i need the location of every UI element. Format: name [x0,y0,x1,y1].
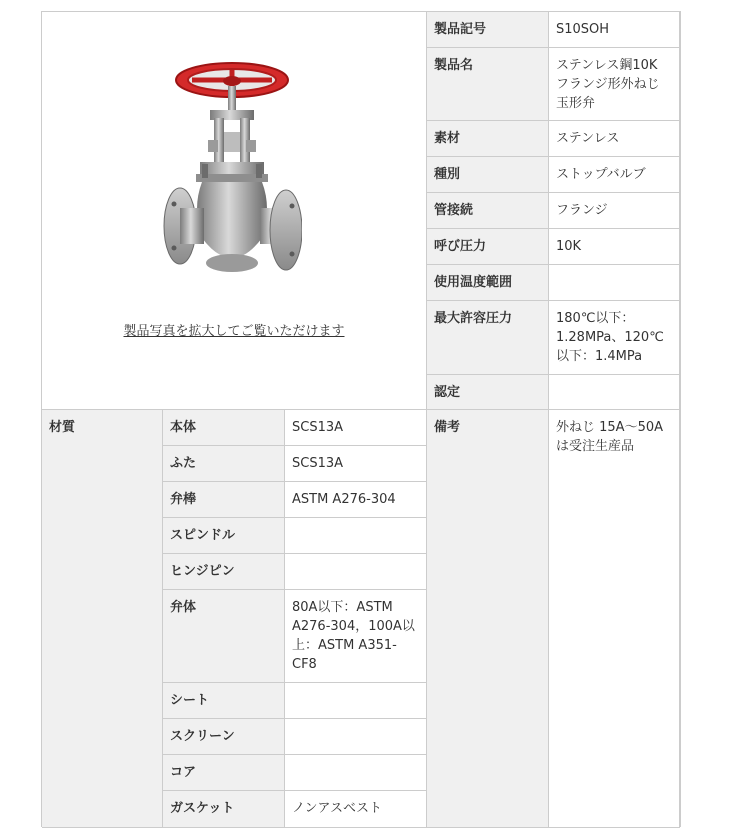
spec-label-certification: 認定 [427,375,549,410]
material-header: 材質 [42,410,163,828]
part-value-hinge-pin [285,554,427,590]
part-value-body: SCS13A [285,410,427,446]
enlarge-photo-link[interactable]: 製品写真を拡大してご覧いただけます [123,324,345,339]
spec-value-temperature-range [549,265,680,301]
spec-value-max-pressure: 180℃以下：1.28MPa、120℃以下：1.4MPa [549,301,680,375]
part-value-gasket: ノンアスベスト [285,791,427,828]
part-label-disc: 弁体 [163,590,285,683]
part-label-bonnet: ふた [163,446,285,482]
part-label-spindle: スピンドル [163,518,285,554]
spec-label-name: 製品名 [427,48,549,121]
part-value-disc: 80A以下：ASTM A276-304，100A以上：ASTM A351-CF8 [285,590,427,683]
spec-label-max-pressure: 最大許容圧力 [427,301,549,375]
spec-value-material: ステンレス [549,121,680,157]
spec-label-pressure-rating: 呼び圧力 [427,229,549,265]
spec-value-connection: フランジ [549,193,680,229]
part-value-seat [285,683,427,719]
spec-label-temperature-range: 使用温度範囲 [427,265,549,301]
product-photo-cell [42,12,427,410]
part-label-stem: 弁棒 [163,482,285,518]
part-label-core: コア [163,755,285,791]
spec-label-connection: 管接続 [427,193,549,229]
spec-label-material: 素材 [427,121,549,157]
part-label-screen: スクリーン [163,719,285,755]
part-value-spindle [285,518,427,554]
spec-label-code: 製品記号 [427,12,549,48]
spec-value-certification [549,375,680,410]
spec-value-name: ステンレス鋼10K フランジ形外ねじ玉形弁 [549,48,680,121]
part-value-core [285,755,427,791]
spec-value-pressure-rating: 10K [549,229,680,265]
part-label-gasket: ガスケット [163,791,285,828]
part-label-seat: シート [163,683,285,719]
valve-product-image[interactable] [162,58,302,303]
spec-value-type: ストップバルブ [549,157,680,193]
part-label-hinge-pin: ヒンジピン [163,554,285,590]
spec-value-code: S10SOH [549,12,680,48]
part-value-screen [285,719,427,755]
spec-label-type: 種別 [427,157,549,193]
remarks-value: 外ねじ 15A～50Aは受注生産品 [549,410,680,828]
part-value-stem: ASTM A276-304 [285,482,427,518]
product-spec-table [41,11,681,827]
part-value-bonnet: SCS13A [285,446,427,482]
part-label-body: 本体 [163,410,285,446]
remarks-header: 備考 [427,410,549,828]
